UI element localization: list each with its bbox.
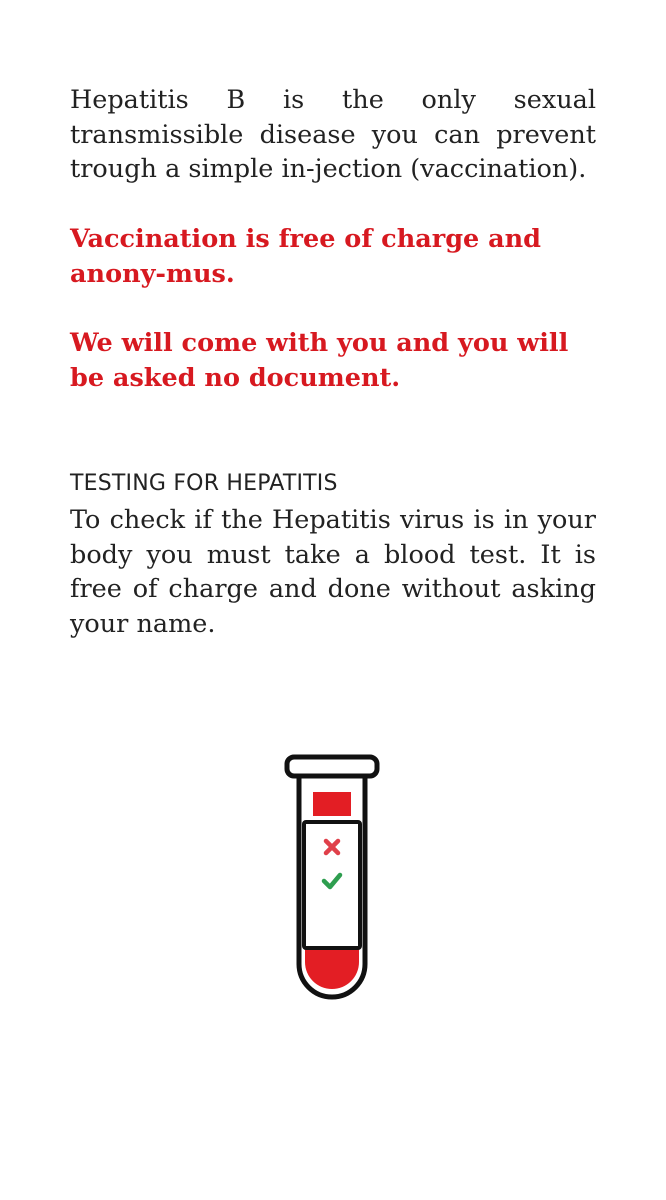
tube-blood-top [313, 792, 351, 816]
accompany-notice: We will come with you and you will be asked no document. [70, 328, 569, 393]
test-tube-icon [280, 752, 384, 1004]
tube-rim [287, 757, 377, 776]
testing-heading: TESTING FOR HEPATITIS [70, 471, 338, 496]
free-vaccination-notice: Vaccination is free of charge and anony-mus. [70, 224, 542, 289]
intro-paragraph: Hepatitis B is the only sexual transmissible disease you can prevent trough a simple in-jection (vaccination). [70, 85, 596, 184]
testing-paragraph: To check if the Hepatitis virus is in your body you must take a blood test. It is free of charge and done without asking your name. [70, 505, 596, 639]
